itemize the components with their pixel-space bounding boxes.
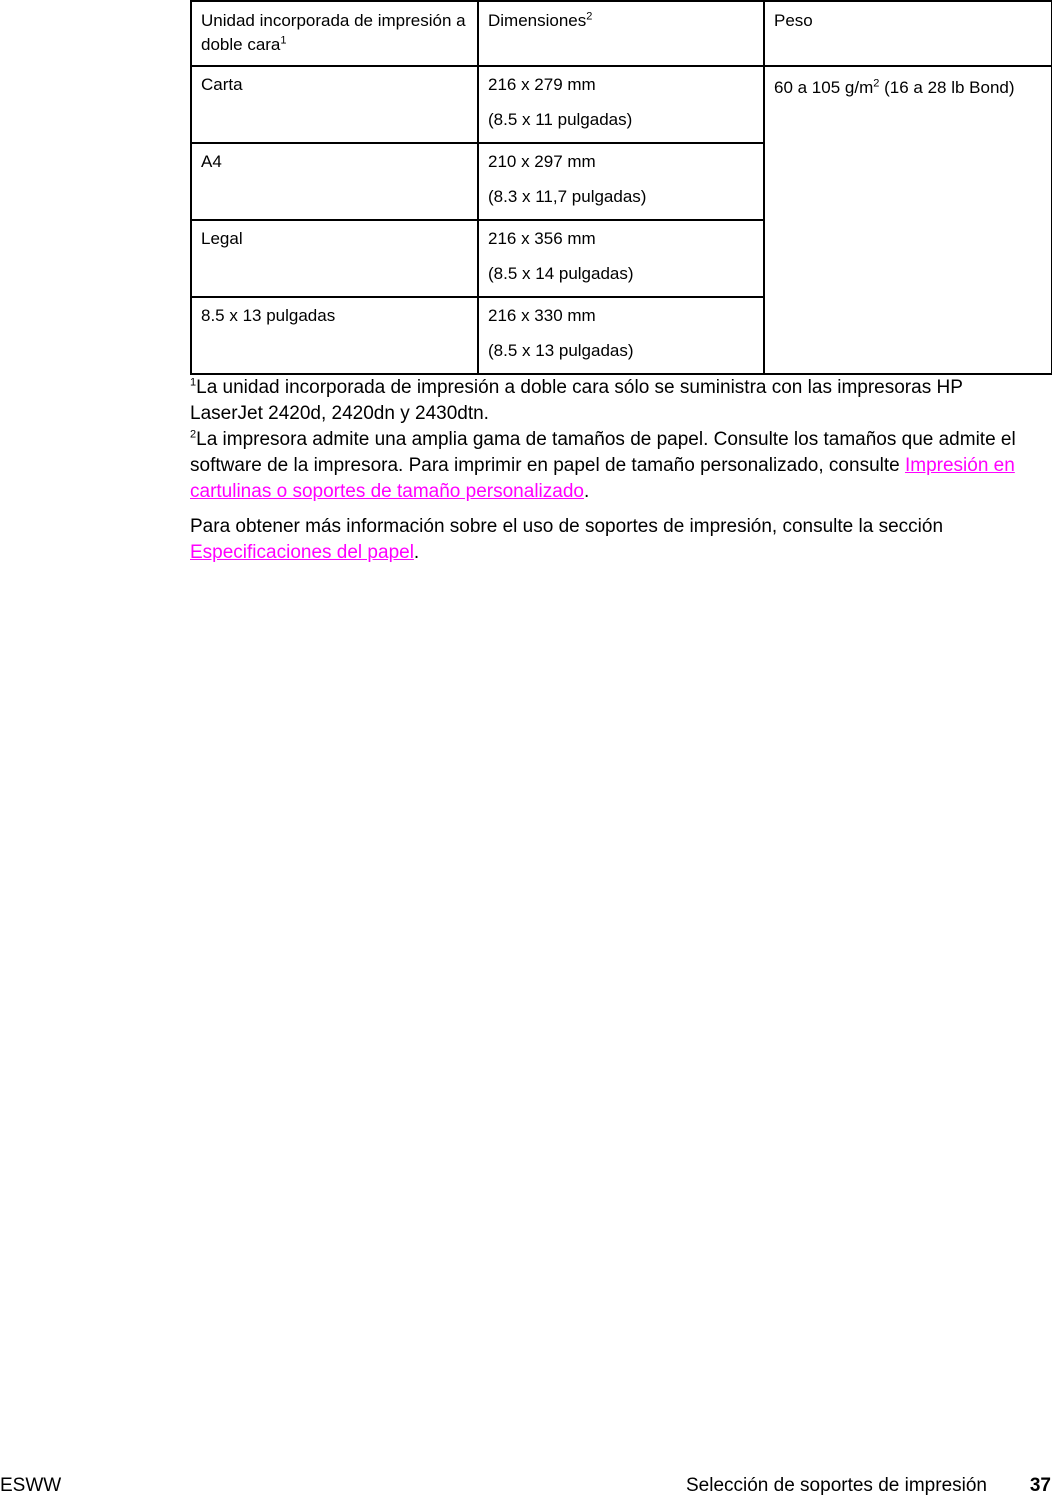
footer-section-title: Selección de soportes de impresión [685,1475,987,1496]
size-name: Carta [201,75,243,94]
header-weight-label: Peso [774,11,813,30]
dimensions-cell [478,297,764,374]
dimensions-cell [478,220,764,297]
size-name: A4 [201,152,222,171]
header-duplex-unit [191,1,478,66]
dimensions-cell [478,66,764,143]
more-info-end: . [413,542,420,563]
footnote-2-marker: 2 [190,428,197,441]
page-number: 37 [1029,1475,1051,1496]
more-info-paragraph [190,514,1050,566]
footnote-2 [190,427,1040,505]
size-name: Legal [201,229,243,248]
header-dimensions [478,1,764,66]
table-header-row [191,1,1052,66]
dimensions-mm: 216 x 356 mm [488,229,596,248]
weight-prefix: 60 a 105 g/m [774,78,874,97]
header-dimensions-label: Dimensiones [488,11,587,30]
dimensions-mm: 210 x 297 mm [488,152,596,171]
dimensions-cell [478,143,764,220]
size-name-cell [191,66,478,143]
footnote-ref-2: 2 [586,10,593,23]
footnote-1-marker: 1 [190,376,197,389]
dimensions-inches: (8.5 x 13 pulgadas) [488,341,634,360]
footnote-2-end: . [583,481,590,502]
footer-doc-id: ESWW [0,1475,62,1496]
header-duplex-unit-label: Unidad incorporada de impresión a doble cara [201,11,466,54]
table-row [191,66,1052,143]
paper-size-table [190,0,1052,375]
weight-suffix: (16 a 28 lb Bond) [879,78,1015,97]
size-name-cell [191,220,478,297]
dimensions-mm: 216 x 330 mm [488,306,596,325]
footnote-1-text: La unidad incorporada de impresión a doble cara sólo se suministra con las impresoras HP LaserJet 2420d, 2420dn y 2430dtn. [190,377,963,424]
custom-size-printing-link[interactable]: Impresión en cartulinas o soportes de tamaño personalizado [190,455,1015,502]
dimensions-mm: 216 x 279 mm [488,75,596,94]
weight-unit-sup: 2 [873,77,880,90]
footnote-2-text: La impresora admite una amplia gama de tamaños de papel. Consulte los tamaños que admite el software de la impresora. Para imprimir en papel de tamaño personalizado, consulte [190,429,1016,476]
weight-value [774,77,1042,99]
footnote-ref-1: 1 [280,34,287,47]
size-name: 8.5 x 13 pulgadas [201,306,336,325]
more-info-text: Para obtener más información sobre el uso de soportes de impresión, consulte la sección [190,516,944,537]
dimensions-inches: (8.3 x 11,7 pulgadas) [488,187,647,206]
footnote-1 [190,375,1040,427]
paper-specifications-link[interactable]: Especificaciones del papel [190,542,414,563]
table-footnotes [190,375,1040,505]
size-name-cell [191,297,478,374]
weight-cell [764,66,1052,374]
page-footer [0,1474,1052,1500]
header-weight [764,1,1052,66]
size-name-cell [191,143,478,220]
dimensions-inches: (8.5 x 11 pulgadas) [488,110,633,129]
dimensions-inches: (8.5 x 14 pulgadas) [488,264,634,283]
